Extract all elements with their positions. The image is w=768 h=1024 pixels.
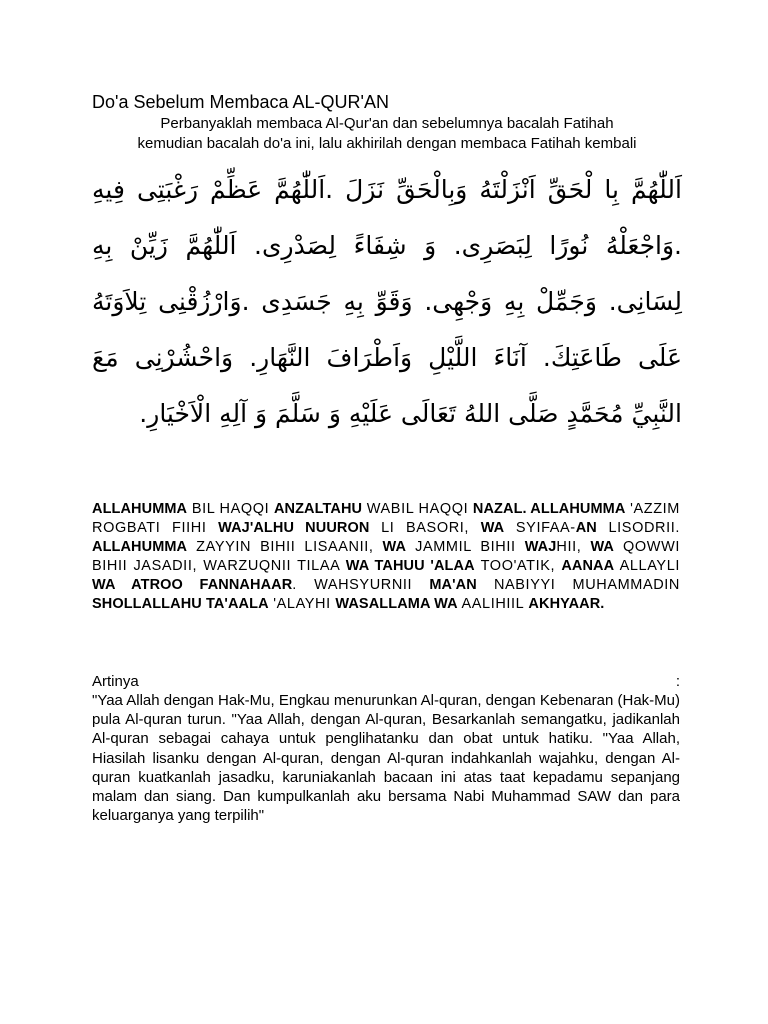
transliteration-segment: TOO'ATIK, (474, 558, 562, 574)
transliteration-segment: 'AZZIM ROGBATI FIIHI (92, 501, 680, 536)
transliteration-segment: NABIYYI MUHAMMADIN (476, 577, 681, 593)
transliteration-bold-segment: WA ATROO FANNAHAAR (92, 577, 293, 593)
transliteration-bold-segment: AANAA (561, 558, 615, 574)
transliteration-bold-segment: AN (575, 520, 597, 536)
artinya-heading (92, 672, 680, 691)
intro-line-2: kemudian bacalah do'a ini, lalu akhirilah dengan membaca Fatihah kembali (137, 135, 637, 152)
transliteration-segment: LISODRII. (596, 520, 680, 536)
transliteration-bold-segment: NAZAL. ALLAHUMMA (472, 501, 626, 517)
transliteration-bold-segment: WA (382, 539, 407, 555)
transliteration-bold-segment: SHOLLALLAHU TA'AALA (92, 596, 269, 612)
transliteration-bold-segment: WAJ'ALHU NUURON (218, 520, 370, 536)
transliteration-bold-segment: WAJ (524, 539, 557, 555)
transliteration-bold-segment: MA'AN (429, 577, 477, 593)
transliteration-bold-segment: WA TAHUU 'ALAA (345, 558, 475, 574)
transliteration-bold-segment: WASALLAMA WA (335, 596, 458, 612)
document-title: Do'a Sebelum Membaca AL-QUR'AN (92, 92, 389, 112)
transliteration-segment: ALLAYLI (614, 558, 680, 574)
transliteration-segment: WABIL HAQQI (362, 501, 473, 517)
transliteration-segment: HII, (556, 539, 591, 555)
transliteration-bold-segment: WA (590, 539, 614, 555)
transliteration-bold-segment: ANZALTAHU (273, 501, 363, 517)
transliteration-bold-segment: WA (480, 520, 505, 536)
transliteration-segment: 'ALAYHI (268, 596, 336, 612)
transliteration-bold-segment: ALLAHUMMA (92, 539, 188, 555)
transliteration-bold-segment: ALLAHUMMA (92, 501, 188, 517)
artinya-label: Artinya (92, 673, 139, 690)
transliteration-segment: . WAHSYURNII (292, 577, 430, 593)
transliteration-segment: SYIFAA- (504, 520, 576, 536)
intro-line-1: Perbanyaklah membaca Al-Qur'an dan sebelumnya bacalah Fatihah (160, 115, 614, 132)
transliteration-segment: ZAYYIN BIHII LISAANII, (187, 539, 383, 555)
artinya-colon: : (675, 673, 680, 690)
transliteration-segment: BIL HAQQI (187, 501, 274, 517)
intro-text (92, 114, 682, 154)
transliteration-text (92, 500, 680, 614)
transliteration-bold-segment: AKHYAAR. (528, 596, 605, 612)
transliteration-segment: QOWWI BIHII JASADII, WARZUQNII TILAA (92, 539, 681, 574)
transliteration-segment: AALIHIIL (457, 596, 529, 612)
document-page (92, 90, 682, 825)
transliteration-segment: LI BASORI, (369, 520, 481, 536)
translation-text: "Yaa Allah dengan Hak-Mu, Engkau menurunkan Al-quran, dengan Kebenaran (Hak-Mu) pula Al-quran turun. "Yaa Allah, dengan Al-quran, Besarkanlah semangatku, jadikanlah Al-quran sebagai cahaya untuk penglihatanku dan obat untuk hatiku. "Yaa Allah, Hiasilah lisanku dengan Al-quran, dengan Al-quran indahkanlah wajahku, dengan Al-quran kuatkanlah jasadku, karuniakanlah bacaan ini atas taat kepadamu sepanjang malam dan siang. Dan kumpulkanlah aku bersama Nabi Muhammad SAW dan para keluarganya yang terpilih" (92, 692, 680, 825)
transliteration-segment: JAMMIL BIHII (406, 539, 525, 555)
arabic-prayer-text: اَللّٰهُمَّ بِا لْحَقِّ اَنْزَلْتَهُ وَبِالْحَقِّ نَزَلَ .اَللّٰهُمَّ عَظِّمْ رَغْبَتِى فِيهِ .وَاجْعَلْهُ نُورًا لِبَصَرِى. وَ شِفَاءً لِصَدْرِى. اَللّٰهُمَّ زَيِّنْ بِهِ لِسَانِى. وَجَمِّلْ بِهِ وَجْهِى. وَقَوِّ بِهِ جَسَدِى .وَارْزُقْنِى تِلاَوَتَهُ عَلَى طَاعَتِكَ. آنَاءَ اللَّيْلِ وَاَطْرَافَ النَّهَارِ. وَاحْشُرْنِى مَعَ النَّبِيِّ مُحَمَّدٍ صَلَّى اللهُ تَعَالَى عَلَيْهِ وَ سَلَّمَ وَ آلِهِ الْاَخْيَارِ. (92, 175, 682, 428)
